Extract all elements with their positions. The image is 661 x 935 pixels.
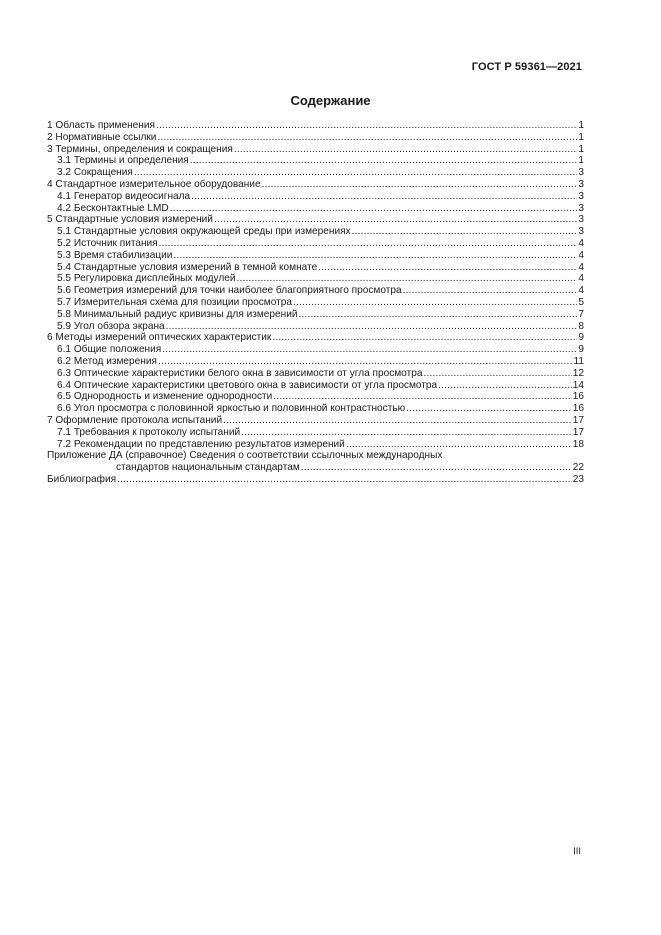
dot-leader xyxy=(262,179,578,191)
dot-leader xyxy=(346,439,572,451)
toc-entry[interactable] xyxy=(47,297,584,309)
toc-entry[interactable] xyxy=(47,356,584,368)
toc-entry-page: 3 xyxy=(578,167,584,179)
toc-entry-page: 11 xyxy=(573,355,584,367)
dot-leader xyxy=(406,403,572,415)
toc-entry[interactable] xyxy=(47,167,584,179)
dot-leader xyxy=(157,132,577,144)
toc-entry-label: 5.6 Геометрия измерений для точки наиболее благоприятного просмотра xyxy=(57,285,402,297)
dot-leader xyxy=(162,344,577,356)
toc-entry[interactable] xyxy=(47,238,584,250)
toc-entry-label: 5.1 Стандартные условия окружающей среды при измерениях xyxy=(57,226,351,238)
dot-leader xyxy=(234,144,578,156)
toc-entry[interactable] xyxy=(47,321,584,333)
toc-entry[interactable] xyxy=(47,132,584,144)
toc-entry-label: 4 Стандартное измерительное оборудование xyxy=(47,178,261,190)
toc-entry-page: 16 xyxy=(572,403,584,415)
toc-entry[interactable] xyxy=(47,120,584,132)
toc-entry-page: 4 xyxy=(578,273,584,285)
toc-entry-appendix-continued[interactable] xyxy=(47,462,584,474)
toc-entry-label: 6.5 Однородность и изменение однородности xyxy=(57,391,273,403)
dot-leader xyxy=(166,321,578,333)
toc-entry-label: 5.3 Время стабилизации xyxy=(57,249,173,261)
dot-leader xyxy=(156,120,577,132)
toc-entry-label: 3.1 Термины и определения xyxy=(57,155,189,167)
toc-entry[interactable] xyxy=(47,203,584,215)
toc-entry-label: 5.9 Угол обзора экрана xyxy=(57,320,165,332)
toc-entry-page: 4 xyxy=(578,285,584,297)
toc-entry-label: 6.6 Угол просмотра с половинной яркостью и половинной контрастностью xyxy=(57,403,406,415)
toc-entry[interactable] xyxy=(47,368,584,380)
dot-leader xyxy=(170,203,578,215)
dot-leader xyxy=(214,214,577,226)
dot-leader xyxy=(223,415,572,427)
toc-entry-page: 9 xyxy=(578,344,584,356)
toc-entry-label: Библиография xyxy=(47,473,117,485)
dot-leader xyxy=(158,356,573,368)
dot-leader xyxy=(272,332,577,344)
toc-entry-page: 3 xyxy=(578,202,584,214)
toc-entry-label: 5.4 Стандартные условия измерений в темной комнате xyxy=(57,261,318,273)
toc-entry-label: 6.1 Общие положения xyxy=(57,344,162,356)
toc-entry[interactable] xyxy=(47,403,584,415)
dot-leader xyxy=(173,250,577,262)
dot-leader xyxy=(352,226,578,238)
toc-entry[interactable] xyxy=(47,380,584,392)
toc-entry-page: 4 xyxy=(578,261,584,273)
toc-entry-label: 6.2 Метод измерения xyxy=(57,355,157,367)
toc-entry-page: 3 xyxy=(578,226,584,238)
dot-leader xyxy=(273,391,571,403)
toc-entry[interactable] xyxy=(47,262,584,274)
toc-entry-label: 6.4 Оптические характеристики цветового окна в зависимости от угла просмотра xyxy=(57,379,438,391)
toc-entry[interactable] xyxy=(47,250,584,262)
toc-entry[interactable] xyxy=(47,415,584,427)
dot-leader xyxy=(191,191,577,203)
toc-entry-label: 3 Термины, определения и сокращения xyxy=(47,143,233,155)
dot-leader xyxy=(293,297,577,309)
toc-entry-label: 7.1 Требования к протоколу испытаний xyxy=(57,426,241,438)
toc-entry-page: 9 xyxy=(578,332,584,344)
page-number: III xyxy=(573,846,581,857)
dot-leader xyxy=(318,262,577,274)
dot-leader xyxy=(241,427,572,439)
toc-entry[interactable] xyxy=(47,332,584,344)
toc-entry-label: 6.3 Оптические характеристики белого окна в зависимости от угла просмотра xyxy=(57,367,423,379)
toc-entry-page: 1 xyxy=(578,120,584,131)
toc-entry-page: 14 xyxy=(572,379,584,391)
toc-entry-page: 17 xyxy=(572,426,584,438)
dot-leader xyxy=(423,368,571,380)
toc-entry-page: 3 xyxy=(578,178,584,190)
dot-leader xyxy=(117,474,572,486)
dot-leader xyxy=(299,309,578,321)
toc-entry-label: 1 Область применения xyxy=(47,120,155,131)
toc-title: Содержание xyxy=(290,93,371,108)
toc-entry-bibliography[interactable] xyxy=(47,474,584,486)
toc-entry-page: 3 xyxy=(578,214,584,226)
toc-entry-label: 5.2 Источник питания xyxy=(57,237,158,249)
toc-entry-page: 1 xyxy=(578,143,584,155)
toc-entry-page: 12 xyxy=(572,367,584,379)
toc-entry-page: 1 xyxy=(578,155,584,167)
toc-entry-page: 16 xyxy=(572,391,584,403)
toc-entry[interactable] xyxy=(47,439,584,451)
toc-entry-page: 17 xyxy=(572,414,584,426)
toc-entry-label: 4.2 Бесконтактные LMD xyxy=(57,202,169,214)
toc-entry-label: 4.1 Генератор видеосигнала xyxy=(57,190,191,202)
toc-entry[interactable] xyxy=(47,191,584,203)
toc-entry-page: 7 xyxy=(578,308,584,320)
toc-entry[interactable] xyxy=(47,226,584,238)
toc-entry[interactable] xyxy=(47,427,584,439)
toc-entry-page: 18 xyxy=(572,438,584,450)
dot-leader xyxy=(438,380,572,392)
toc-entry-label: 3.2 Сокращения xyxy=(57,167,133,179)
table-of-contents xyxy=(47,120,584,486)
toc-entry-page: 4 xyxy=(578,237,584,249)
toc-entry-label: стандартов национальным стандартам xyxy=(116,462,300,474)
toc-entry-label: 5 Стандартные условия измерений xyxy=(47,214,213,226)
toc-entry[interactable] xyxy=(47,179,584,191)
toc-entry[interactable] xyxy=(47,309,584,321)
toc-entry-page: 4 xyxy=(578,249,584,261)
toc-entry-label: 5.5 Регулировка дисплейных модулей xyxy=(57,273,236,285)
dot-leader xyxy=(190,155,578,167)
toc-entry-page: 3 xyxy=(578,190,584,202)
toc-entry-appendix[interactable] xyxy=(47,450,584,462)
standard-number-header: ГОСТ Р 59361—2021 xyxy=(471,61,582,73)
toc-entry[interactable] xyxy=(47,344,584,356)
toc-entry[interactable] xyxy=(47,144,584,156)
dot-leader xyxy=(236,273,577,285)
dot-leader xyxy=(301,462,572,474)
toc-entry-page: 1 xyxy=(578,131,584,143)
toc-entry-label: 2 Нормативные ссылки xyxy=(47,131,157,143)
toc-entry-page: 22 xyxy=(572,462,584,474)
toc-entry-label: 7.2 Рекомендации по представлению результатов измерений xyxy=(57,438,345,450)
toc-entry-label: 7 Оформление протокола испытаний xyxy=(47,414,223,426)
toc-entry-label: 5.8 Минимальный радиус кривизны для измерений xyxy=(57,308,298,320)
toc-entry[interactable] xyxy=(47,214,584,226)
dot-leader xyxy=(134,167,578,179)
dot-leader xyxy=(403,285,578,297)
toc-entry[interactable] xyxy=(47,273,584,285)
toc-entry-label: 6 Методы измерений оптических характеристик xyxy=(47,332,272,344)
toc-entry-page: 5 xyxy=(578,296,584,308)
toc-entry[interactable] xyxy=(47,285,584,297)
toc-entry-page: 23 xyxy=(572,473,584,485)
toc-entry[interactable] xyxy=(47,391,584,403)
toc-entry-label: Приложение ДА (справочное) Сведения о соответствии ссылочных международных xyxy=(47,450,443,462)
toc-entry-page: 8 xyxy=(578,320,584,332)
toc-entry[interactable] xyxy=(47,155,584,167)
dot-leader xyxy=(159,238,578,250)
toc-entry-label: 5.7 Измерительная схема для позиции просмотра xyxy=(57,296,292,308)
